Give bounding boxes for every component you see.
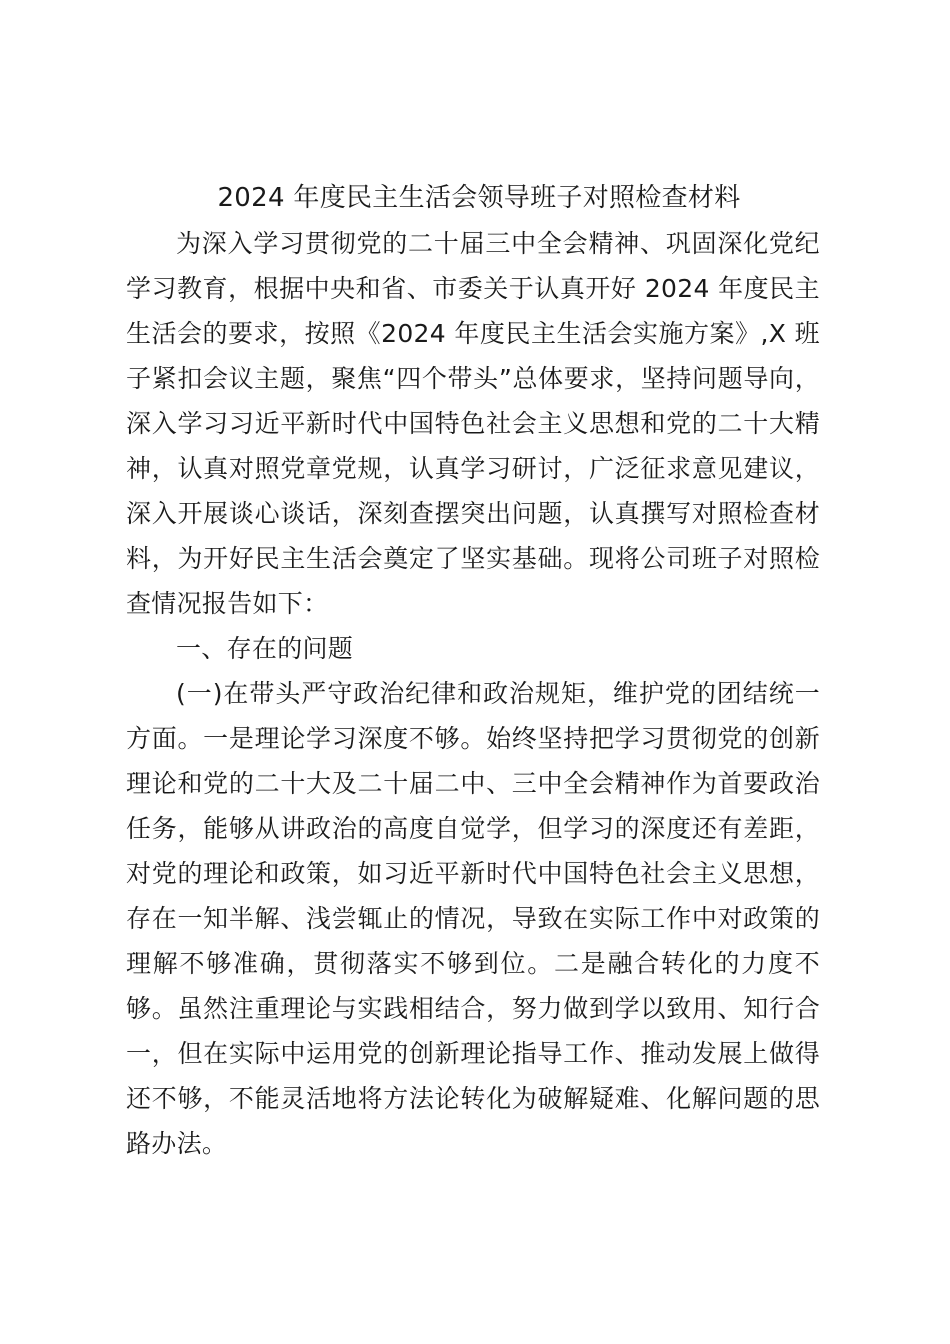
intro-paragraph: 为深入学习贯彻党的二十届三中全会精神、巩固深化党纪学习教育，根据中央和省、市委关于认真开好 2024 年度民主生活会的要求，按照《2024 年度民主生活会实施方案》,X 班子紧扣会议主题，聚焦“四个带头”总体要求，坚持问题导向，深入学习习近平新时代中国特色社会主义思想和党的二十大精神，认真对照党章党规，认真学习研讨，广泛征求意见建议，深入开展谈心谈话，深刻查摆突出问题，认真撰写对照检查材料，为开好民主生活会奠定了坚实基础。现将公司班子对照检查情况报告如下： [126,229,820,618]
document-title: 2024 年度民主生活会领导班子对照检查材料 [217,183,741,213]
document-body [126,176,820,1166]
section-heading: 一、存在的问题 [176,634,354,663]
section-paragraph: (一)在带头严守政治纪律和政治规矩，维护党的团结统一方面。一是理论学习深度不够。始终坚持把学习贯彻党的创新理论和党的二十大及二十届二中、三中全会精神作为首要政治任务，能够从讲政治的高度自觉学，但学习的深度还有差距，对党的理论和政策，如习近平新时代中国特色社会主义思想，存在一知半解、浅尝辄止的情况，导致在实际工作中对政策的理解不够准确，贯彻落实不够到位。二是融合转化的力度不够。虽然注重理论与实践相结合，努力做到学以致用、知行合一，但在实际中运用党的创新理论指导工作、推动发展上做得还不够，不能灵活地将方法论转化为破解疑难、化解问题的思路办法。 [126,679,820,1158]
